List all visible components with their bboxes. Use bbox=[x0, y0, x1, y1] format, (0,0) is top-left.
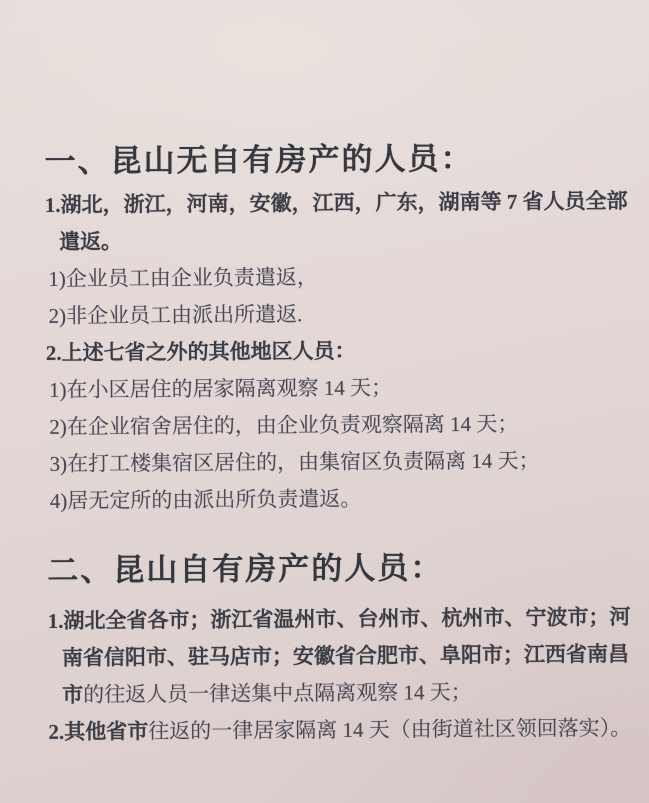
section1-item1-sub2: 2)非企业员工由派出所遣返. bbox=[48, 302, 303, 328]
section2-item2-rest: 往返的一律居家隔离 14 天（由街道社区领回落实）。 bbox=[148, 715, 632, 744]
section1-item1-sub1: 1)企业员工由企业负责遣返， bbox=[48, 265, 318, 291]
section1-item2-sub4: 4)居无定所的由派出所负责遣返。 bbox=[49, 486, 362, 513]
section2-item1-line3-bold: 市 bbox=[62, 682, 84, 707]
section2-item2 bbox=[48, 710, 639, 751]
section2-item2-bold: 2.其他省市 bbox=[48, 719, 149, 744]
section1-item1-line2: 遣返。 bbox=[58, 229, 123, 254]
section1-item1-line1: 1.湖北，浙江，河南，安徽，江西，广东，湖南等 7 省人员全部 bbox=[44, 188, 628, 217]
section2-item1-line1: 1.湖北全省各市；浙江省温州市、台州市、杭州市、宁波市；河 bbox=[47, 604, 631, 633]
section1-heading: 一、昆山无自有房产的人员： bbox=[44, 140, 474, 179]
section2-heading: 二、昆山自有房产的人员： bbox=[47, 550, 444, 588]
section1-item2: 2.上述七省之外的其他地区人员： bbox=[45, 338, 356, 365]
section1-item2-sub3: 3)在打工楼集宿区居住的，由集宿区负责隔离 14 天； bbox=[49, 448, 540, 476]
section2-item1-line3 bbox=[48, 673, 639, 714]
section1-item2-sub2: 2)在企业宿舍居住的，由企业负责观察隔离 14 天； bbox=[49, 411, 519, 439]
section2-item1-line2: 南省信阳市、驻马店市；安徽省合肥市、阜阳市；江西省南昌 bbox=[61, 641, 630, 670]
section2-item1-line3-rest: 的往返人员一律送集中点隔离观察 14 天； bbox=[83, 679, 472, 707]
section1-item2-sub1: 1)在小区居住的居家隔离观察 14 天； bbox=[49, 375, 393, 402]
